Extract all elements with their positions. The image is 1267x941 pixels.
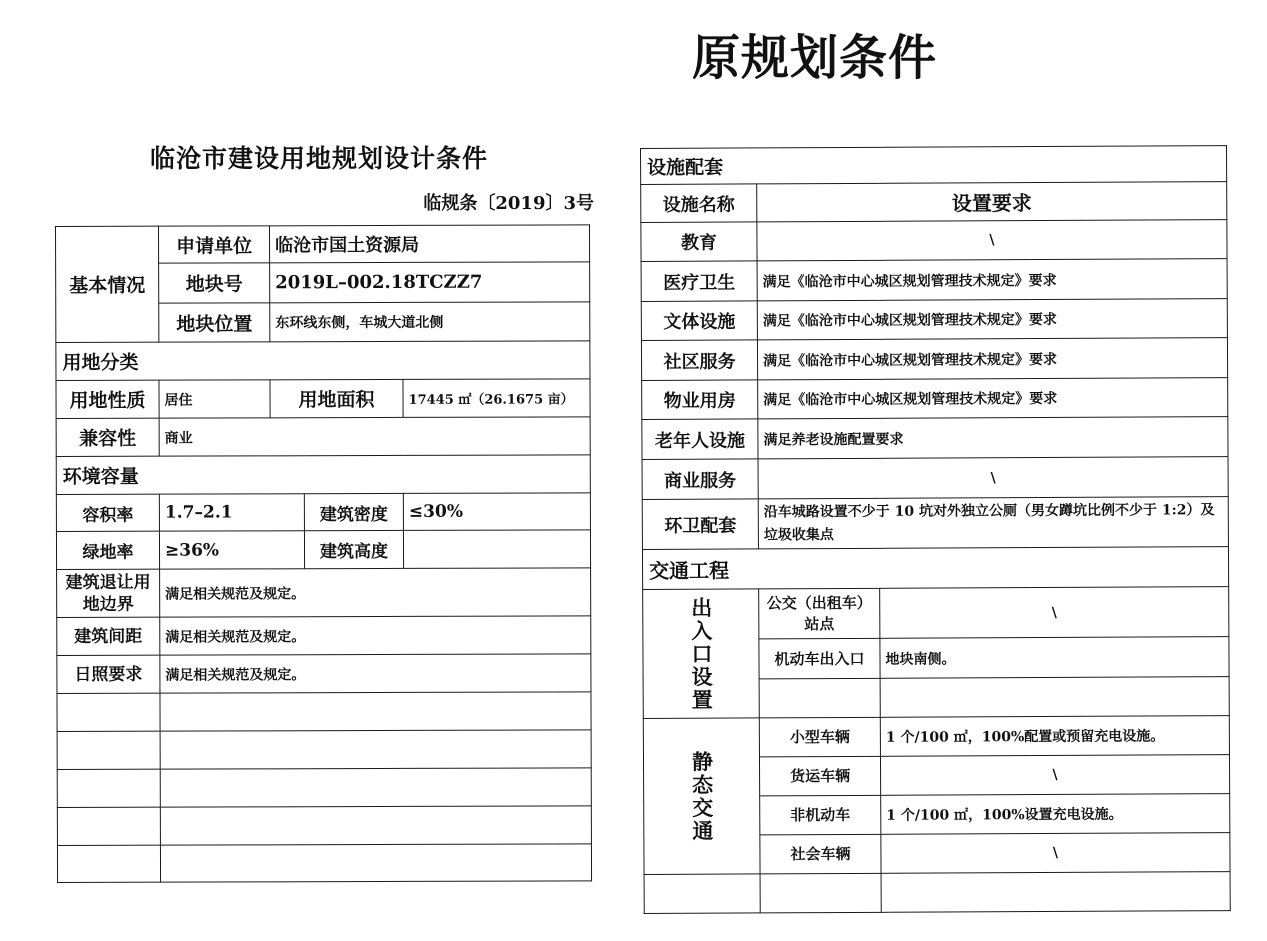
land-area-label: 用地面积 bbox=[270, 379, 403, 417]
traffic-item-requirement: 1 个/100 ㎡，100%配置或预留充电设施。 bbox=[880, 716, 1229, 757]
blank-cell bbox=[57, 807, 160, 845]
applicant-label: 申请单位 bbox=[159, 226, 270, 263]
static-traffic-group bbox=[643, 718, 760, 875]
facility-name: 教育 bbox=[641, 222, 757, 262]
requirement-header: 设置要求 bbox=[757, 182, 1227, 222]
spacing-label: 建筑间距 bbox=[57, 617, 160, 655]
facility-requirement: \ bbox=[758, 457, 1228, 499]
static-traffic-label: 静态交通 bbox=[689, 750, 715, 843]
sunlight-label: 日照要求 bbox=[57, 655, 160, 693]
entrance-label: 出入口设置 bbox=[688, 596, 715, 712]
traffic-item-name: 非机动车 bbox=[760, 795, 881, 835]
traffic-section-label: 交通工程 bbox=[642, 547, 1228, 590]
planning-conditions-table bbox=[55, 224, 592, 883]
env-capacity-label: 环境容量 bbox=[56, 455, 590, 495]
far-label: 容积率 bbox=[56, 494, 159, 531]
facility-name: 社区服务 bbox=[641, 340, 757, 381]
height-value bbox=[403, 530, 590, 569]
traffic-item-requirement: \ bbox=[880, 755, 1229, 796]
parcel-location-label: 地块位置 bbox=[159, 303, 270, 342]
applicant-value: 临沧市国土资源局 bbox=[270, 225, 590, 263]
page-heading: 原规划条件 bbox=[692, 30, 938, 86]
traffic-item-name: 公交（出租车）站点 bbox=[759, 588, 880, 639]
traffic-item-name: 小型车辆 bbox=[759, 717, 880, 757]
facility-name: 商业服务 bbox=[642, 459, 758, 500]
facility-name: 物业用房 bbox=[642, 380, 758, 420]
parcel-no-label: 地块号 bbox=[159, 263, 270, 303]
traffic-item-name: 货运车辆 bbox=[759, 756, 880, 796]
traffic-item-requirement: 地块南侧。 bbox=[880, 637, 1229, 679]
compatibility-label: 兼容性 bbox=[56, 418, 159, 456]
spacing-value: 满足相关规范及规定。 bbox=[160, 616, 591, 655]
far-value: 1.7–2.1 bbox=[159, 494, 304, 531]
blank-cell bbox=[760, 873, 881, 913]
blank-cell bbox=[57, 693, 160, 731]
sunlight-value: 满足相关规范及规定。 bbox=[160, 654, 591, 693]
green-ratio-value: ≥36% bbox=[159, 531, 304, 569]
facilities-section-label: 设施配套 bbox=[641, 146, 1227, 185]
blank-cell bbox=[160, 768, 591, 807]
blank-cell bbox=[57, 845, 160, 882]
facilities-traffic-table bbox=[640, 145, 1231, 914]
document-number: 临规条〔2019〕3号 bbox=[423, 193, 594, 214]
parcel-no-value: 2019L–002.18TCZZ7 bbox=[270, 262, 590, 303]
facility-name-header: 设施名称 bbox=[641, 184, 757, 223]
facility-name: 环卫配套 bbox=[642, 499, 758, 550]
blank-cell bbox=[644, 874, 760, 914]
blank-cell bbox=[160, 806, 591, 845]
facility-requirement: 满足养老设施配置要求 bbox=[758, 417, 1228, 459]
blank-cell bbox=[57, 731, 160, 769]
blank-cell bbox=[160, 730, 591, 769]
blank-cell bbox=[160, 692, 591, 731]
basic-info-label: 基本情况 bbox=[56, 226, 159, 342]
facility-name: 老年人设施 bbox=[642, 419, 758, 460]
setback-label: 建筑退让用地边界 bbox=[57, 569, 160, 617]
facility-requirement: 沿车城路设置不少于 10 坑对外独立公厕（男女蹲坑比例不少于 1:2）及垃圾收集点 bbox=[758, 497, 1228, 549]
blank-cell bbox=[57, 769, 160, 807]
facility-name: 医疗卫生 bbox=[641, 261, 757, 302]
facility-name: 文体设施 bbox=[641, 301, 757, 341]
land-area-value: 17445 ㎡（26.1675 亩） bbox=[403, 379, 590, 418]
traffic-item-requirement: \ bbox=[880, 587, 1229, 639]
green-ratio-label: 绿地率 bbox=[56, 531, 159, 569]
traffic-item-name: 社会车辆 bbox=[760, 834, 881, 874]
density-value: ≤30% bbox=[403, 493, 590, 531]
entrance-group bbox=[643, 589, 760, 719]
parcel-location-value: 东环线东侧，车城大道北侧 bbox=[270, 302, 590, 342]
compatibility-value: 商业 bbox=[159, 417, 590, 456]
document-title: 临沧市建设用地规划设计条件 bbox=[150, 144, 489, 173]
facility-requirement: 满足《临沧市中心城区规划管理技术规定》要求 bbox=[757, 338, 1227, 380]
height-label: 建筑高度 bbox=[304, 530, 403, 568]
blank-cell bbox=[881, 872, 1230, 913]
density-label: 建筑密度 bbox=[304, 493, 403, 530]
traffic-item-requirement bbox=[880, 677, 1229, 718]
traffic-item-name: 机动车出入口 bbox=[759, 638, 880, 679]
facility-requirement: 满足《临沧市中心城区规划管理技术规定》要求 bbox=[757, 259, 1227, 301]
blank-cell bbox=[160, 844, 591, 882]
land-nature-value: 居住 bbox=[159, 380, 270, 418]
facility-requirement: 满足《临沧市中心城区规划管理技术规定》要求 bbox=[758, 378, 1228, 419]
setback-value: 满足相关规范及规定。 bbox=[160, 568, 591, 617]
land-nature-label: 用地性质 bbox=[56, 380, 159, 418]
traffic-item-requirement: 1 个/100 ㎡，100%设置充电设施。 bbox=[881, 794, 1230, 835]
facility-requirement: 满足《临沧市中心城区规划管理技术规定》要求 bbox=[757, 299, 1227, 340]
traffic-item-requirement: \ bbox=[881, 833, 1230, 874]
traffic-item-name bbox=[759, 678, 880, 718]
facility-requirement: \ bbox=[757, 220, 1227, 261]
land-class-label: 用地分类 bbox=[56, 341, 590, 381]
